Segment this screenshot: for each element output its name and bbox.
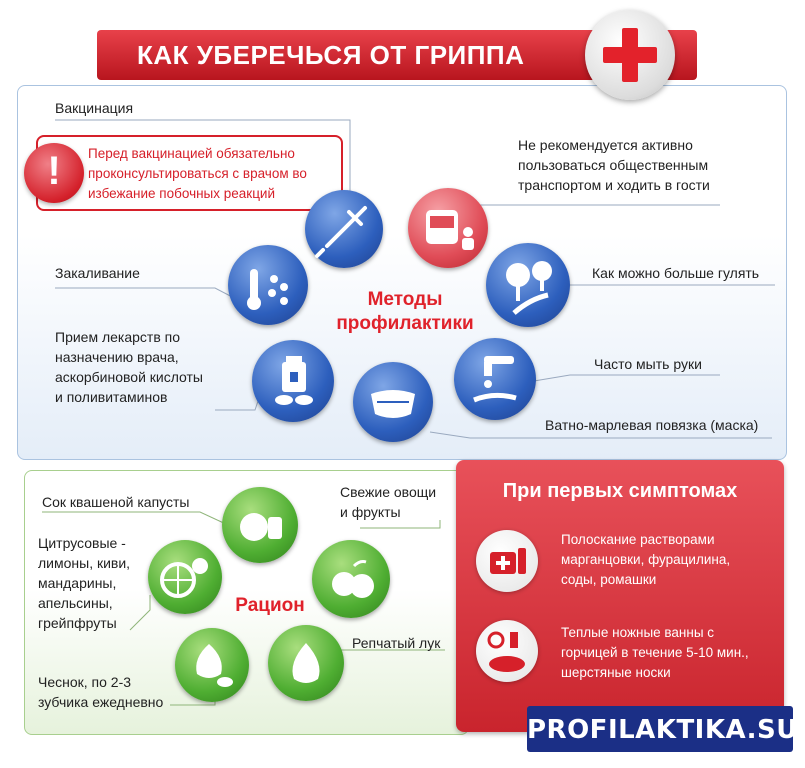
fruits-bubble xyxy=(312,540,390,618)
diet-title: Рацион xyxy=(235,595,305,616)
veg-label: Свежие овощи и фрукты xyxy=(340,484,437,520)
vaccination-warning xyxy=(36,135,343,211)
mask-icon xyxy=(353,362,433,442)
footbath-circle xyxy=(476,620,538,682)
warning-line: проконсультироваться с врачом во xyxy=(88,166,307,181)
thermometer-icon xyxy=(228,245,308,325)
symptoms-panel xyxy=(456,460,784,732)
citrus-label: Цитрусовые - лимоны, киви, мандарины, апельсины, грейпфруты xyxy=(38,535,131,631)
lemon-icon xyxy=(148,540,222,614)
faucet-icon xyxy=(454,338,536,420)
mask-bubble xyxy=(353,362,433,442)
medicine-bubble xyxy=(252,340,334,422)
pills-icon xyxy=(252,340,334,422)
cabbage-icon xyxy=(222,487,298,563)
handwash-label: Часто мыть руки xyxy=(594,356,702,372)
onion-label: Репчатый лук xyxy=(352,635,441,651)
mask-label: Ватно-марлевая повязка (маска) xyxy=(545,417,759,433)
syringe-bubble xyxy=(305,190,383,268)
methods-title: Методы профилактики xyxy=(336,289,474,334)
vaccination-label: Вакцинация xyxy=(55,100,134,116)
transport-label: Не рекомендуется активно пользоваться общественным транспортом и ходить в гости xyxy=(518,137,710,193)
garlic-bubble xyxy=(175,628,249,702)
cabbage-bubble xyxy=(222,487,298,563)
first-aid-icon xyxy=(476,530,538,592)
medical-cross-badge xyxy=(585,10,675,100)
bus-icon xyxy=(408,188,488,268)
walking-bubble xyxy=(486,243,570,327)
citrus-bubble xyxy=(148,540,222,614)
hardening-label: Закаливание xyxy=(55,265,140,281)
exclamation-icon: ! xyxy=(24,143,84,203)
footbath-icon xyxy=(476,620,538,682)
garlic-icon xyxy=(175,628,249,702)
symptom-item-footbath: Теплые ножные ванны с горчицей в течение 5-10 мин., шерстяные носки xyxy=(561,625,749,680)
apple-icon xyxy=(312,540,390,618)
symptom-item-gargle: Полоскание растворами марганцовки, фурацилина, соды, ромашки xyxy=(561,532,731,587)
tree-icon xyxy=(486,243,570,327)
syringe-icon xyxy=(305,190,383,268)
warning-line: избежание побочных реакций xyxy=(88,186,276,201)
onion-icon xyxy=(268,625,344,701)
onion-bubble xyxy=(268,625,344,701)
garlic-label: Чеснок, по 2-3 зубчика ежедневно xyxy=(38,674,164,710)
walking-label: Как можно больше гулять xyxy=(592,265,760,281)
page-title: КАК УБЕРЕЧЬСЯ ОТ ГРИППА xyxy=(137,40,525,70)
hardening-bubble xyxy=(228,245,308,325)
handwash-bubble xyxy=(454,338,536,420)
brand-badge xyxy=(527,706,798,752)
symptoms-title: При первых симптомах xyxy=(502,480,738,502)
cabbage-label: Сок квашеной капусты xyxy=(42,494,190,510)
warning-line: Перед вакцинацией обязательно xyxy=(88,146,295,161)
firstaid-circle xyxy=(476,530,538,592)
medicine-label: Прием лекарств по назначению врача, аскорбиновой кислоты и поливитаминов xyxy=(55,329,203,405)
bus-bubble xyxy=(408,188,488,268)
brand-text: PROFILAKTIKA.SU xyxy=(527,715,798,745)
